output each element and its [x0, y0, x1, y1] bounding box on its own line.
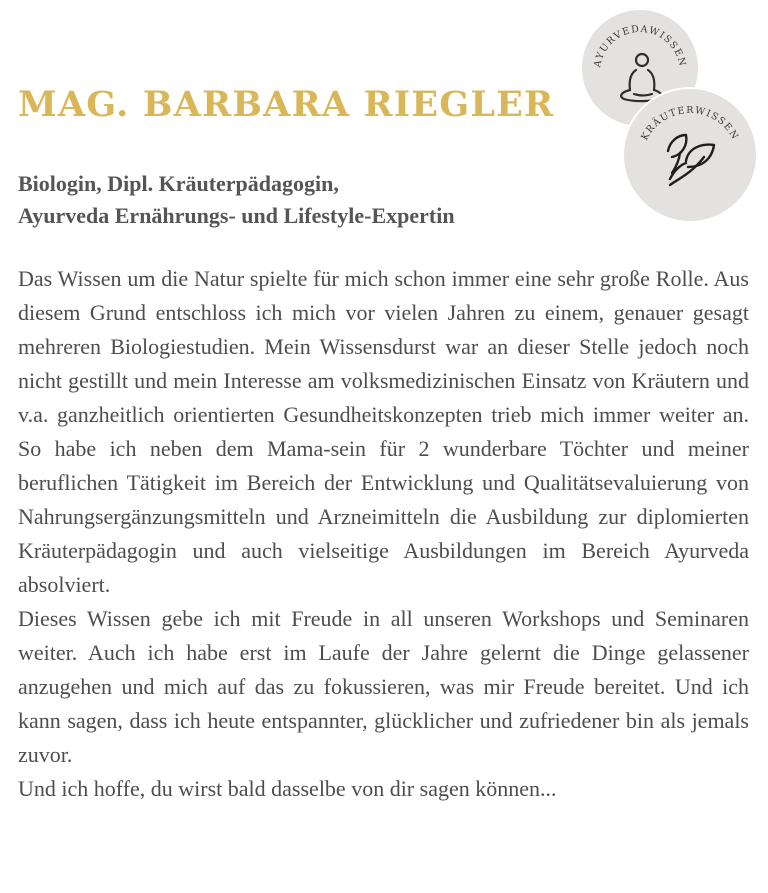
page-title: MAG. BARBARA RIEGLER	[18, 84, 555, 125]
ayurvedawissen-badge-label: AYURVEDAWISSEN	[592, 23, 688, 69]
subtitle-line-2: Ayurveda Ernährungs- und Lifestyle-Expertin	[18, 203, 455, 228]
kraeuterwissen-badge-graphic	[624, 89, 756, 221]
kraeuterwissen-badge	[622, 87, 758, 223]
bio-paragraph-2: Dieses Wissen gebe ich mit Freude in all unseren Workshops und Seminaren weiter. Auch ich habe erst im Laufe der Jahre gelernt die Dinge gelassener anzugehen und mich auf das zu fokussieren, was mir Freude bereitet. Und ich kann sagen, dass ich heute entspannter, glücklicher und zufriedener bin als jemals zuvor.	[18, 606, 749, 767]
subtitle	[18, 168, 455, 232]
subtitle-line-1: Biologin, Dipl. Kräuterpädagogin,	[18, 171, 339, 196]
bio-paragraph-3: Und ich hoffe, du wirst bald dasselbe von dir sagen können...	[18, 776, 557, 801]
bio-paragraph-1: Das Wissen um die Natur spielte für mich schon immer eine sehr große Rolle. Aus diesem Grund entschloss ich mich vor vielen Jahren zu einem, genauer gesagt mehreren Biologiestudien. Mein Wissensdurst war an dieser Stelle jedoch noch nicht gestillt und mein Interesse am volksmedizinischen Einsatz von Kräutern und v.a. ganzheitlich orientierten Gesundheitskonzepten trieb mich immer weiter an. So habe ich neben dem Mama-sein für 2 wunderbare Töchter und meiner beruflichen Tätigkeit im Bereich der Entwicklung und Qualitätsevaluierung von Nahrungsergänzungsmitteln und Arzneimitteln die Ausbildung zur diplomierten Kräuterpädagogin und auch vielseitige Ausbildungen im Bereich Ayurveda absolviert.	[18, 266, 749, 597]
kraeuterwissen-badge-label: KRÄUTERWISSEN	[639, 104, 741, 143]
leaves-icon	[668, 135, 714, 185]
bio-text	[18, 262, 749, 806]
